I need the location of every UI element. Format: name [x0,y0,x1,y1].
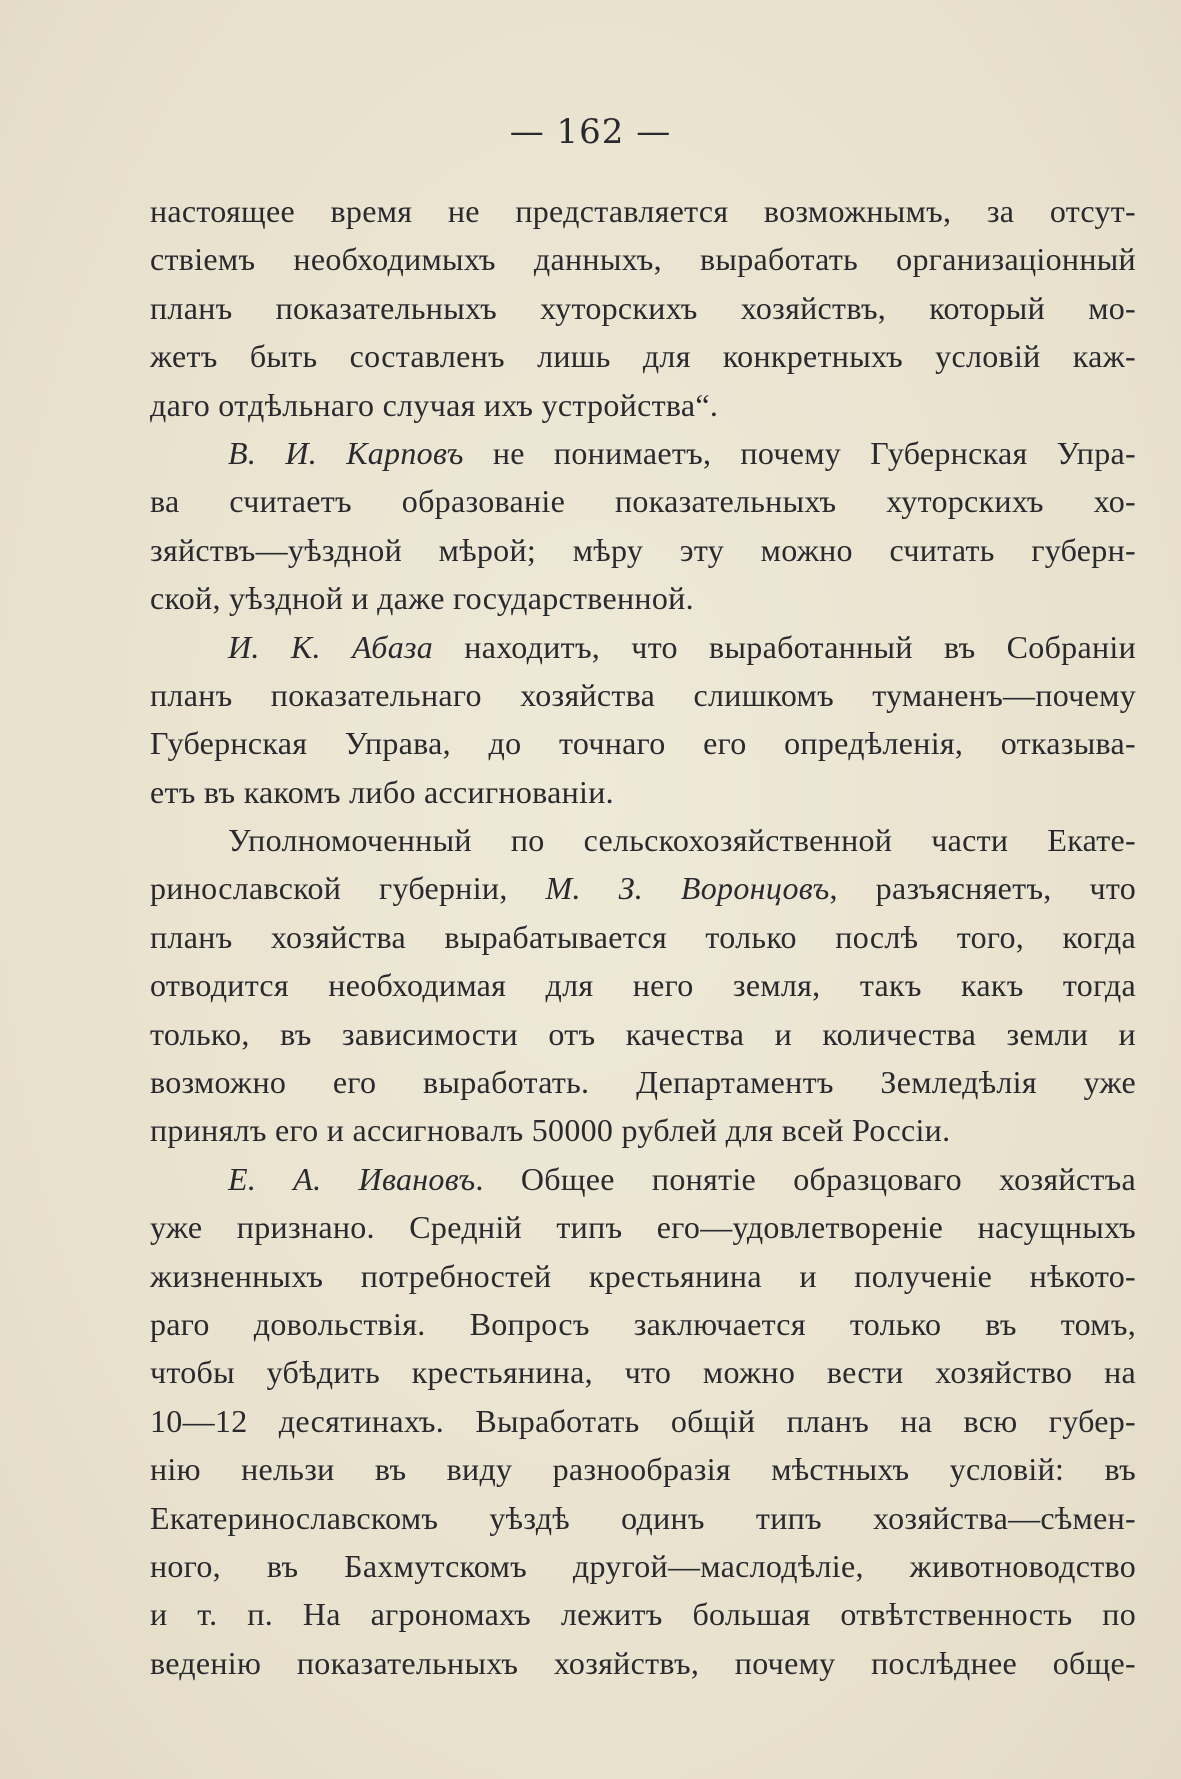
text-line [150,235,1136,283]
text-line [150,913,1136,961]
text-line [150,623,1136,671]
text-run: . Общее понятіе образцоваго хозяйстъа [475,1160,1136,1197]
text-line [150,284,1136,332]
text-line [150,1010,1136,1058]
text-run: даго отдѣльнаго случая ихъ устройства“. [150,386,719,423]
text-line [150,1348,1136,1396]
text-run: планъ показательныхъ хуторскихъ хозяйствъ, который мо- [150,289,1136,326]
text-run: и т. п. На агрономахъ лежитъ большая отвѣтственность по [150,1596,1136,1633]
text-line [150,961,1136,1009]
text-run: чтобы убѣдить крестьянина, что можно вести хозяйство на [150,1354,1136,1391]
text-line [150,719,1136,767]
page-number: — 162 — [509,112,672,152]
text-line [150,1106,1136,1154]
text-line [150,864,1136,912]
text-run: планъ хозяйства вырабатывается только послѣ того, когда [150,918,1136,955]
text-run: ской, уѣздной и даже государственной. [150,580,694,617]
text-line [150,1494,1136,1542]
text-run: только, въ зависимости отъ качества и количества земли и [150,1015,1136,1052]
text-run: веденію показательныхъ хозяйствъ, почему послѣднее обще- [150,1644,1136,1681]
text-run: етъ въ какомъ либо ассигнованіи. [150,773,614,810]
text-run: Губернская Управа, до точнаго его опредѣленія, отказыва- [150,725,1136,762]
text-line [150,526,1136,574]
speaker-name: В. И. Карповъ [228,434,464,471]
text-run: принялъ его и ассигновалъ 50000 рублей для всей Россіи. [150,1112,951,1149]
text-line [150,332,1136,380]
speaker-name: И. К. Абаза [228,628,434,665]
text-run: отводится необходимая для него земля, такъ какъ тогда [150,967,1136,1004]
text-run: , разъясняетъ, что [829,870,1136,907]
text-line [150,1252,1136,1300]
text-line [150,1639,1136,1687]
text-line [150,1300,1136,1348]
speaker-name: Е. А. Ивановъ [228,1160,476,1197]
text-run: не понимаетъ, почему Губернская Упра- [463,434,1136,471]
text-run: планъ показательнаго хозяйства слишкомъ туманенъ—почему [150,676,1136,713]
text-run: 10—12 десятинахъ. Выработать общій планъ на всю губер- [150,1402,1136,1439]
body-text [150,187,1136,1687]
text-line [150,671,1136,719]
text-run: ринославской губерніи, [150,870,546,907]
text-run: жетъ быть составленъ лишь для конкретныхъ условій каж- [150,338,1136,375]
text-run: нію нельзи въ виду разнообразія мѣстныхъ условій: въ [150,1451,1136,1488]
text-run: ствіемъ необходимыхъ данныхъ, выработать организаціонный [150,241,1136,278]
text-line [150,1445,1136,1493]
text-run: Уполномоченный по сельскохозяйственной части Екате- [228,822,1136,859]
text-line [150,574,1136,622]
text-run: Екатеринославскомъ уѣздѣ одинъ типъ хозяйства—сѣмен- [150,1499,1136,1536]
text-line [150,187,1136,235]
text-line [150,1397,1136,1445]
text-run: находитъ, что выработанный въ Собраніи [433,628,1136,665]
text-line [150,429,1136,477]
text-line [150,1542,1136,1590]
text-run: ва считаетъ образованіе показательныхъ хуторскихъ хо- [150,483,1136,520]
text-line [150,816,1136,864]
text-line [150,1155,1136,1203]
text-line [150,477,1136,525]
text-line [150,381,1136,429]
text-run: уже признано. Среднiй типъ его—удовлетвореніе насущныхъ [150,1209,1136,1246]
text-line [150,1058,1136,1106]
text-line [150,1590,1136,1638]
text-run: ного, въ Бахмутскомъ другой—маслодѣліе, животноводство [150,1547,1136,1584]
speaker-name: М. З. Воронцовъ [545,870,830,907]
text-run: раго довольствія. Вопросъ заключается только въ томъ, [150,1305,1136,1342]
text-run: жизненныхъ потребностей крестьянина и полученіе нѣкото- [150,1257,1136,1294]
text-run: возможно его выработать. Департаментъ Земледѣлія уже [150,1064,1136,1101]
text-line [150,1203,1136,1251]
text-line [150,768,1136,816]
text-run: зяйствъ—уѣздной мѣрой; мѣру эту можно считать губерн- [150,531,1136,568]
text-run: настоящее время не представляется возможнымъ, за отсут- [150,193,1136,229]
